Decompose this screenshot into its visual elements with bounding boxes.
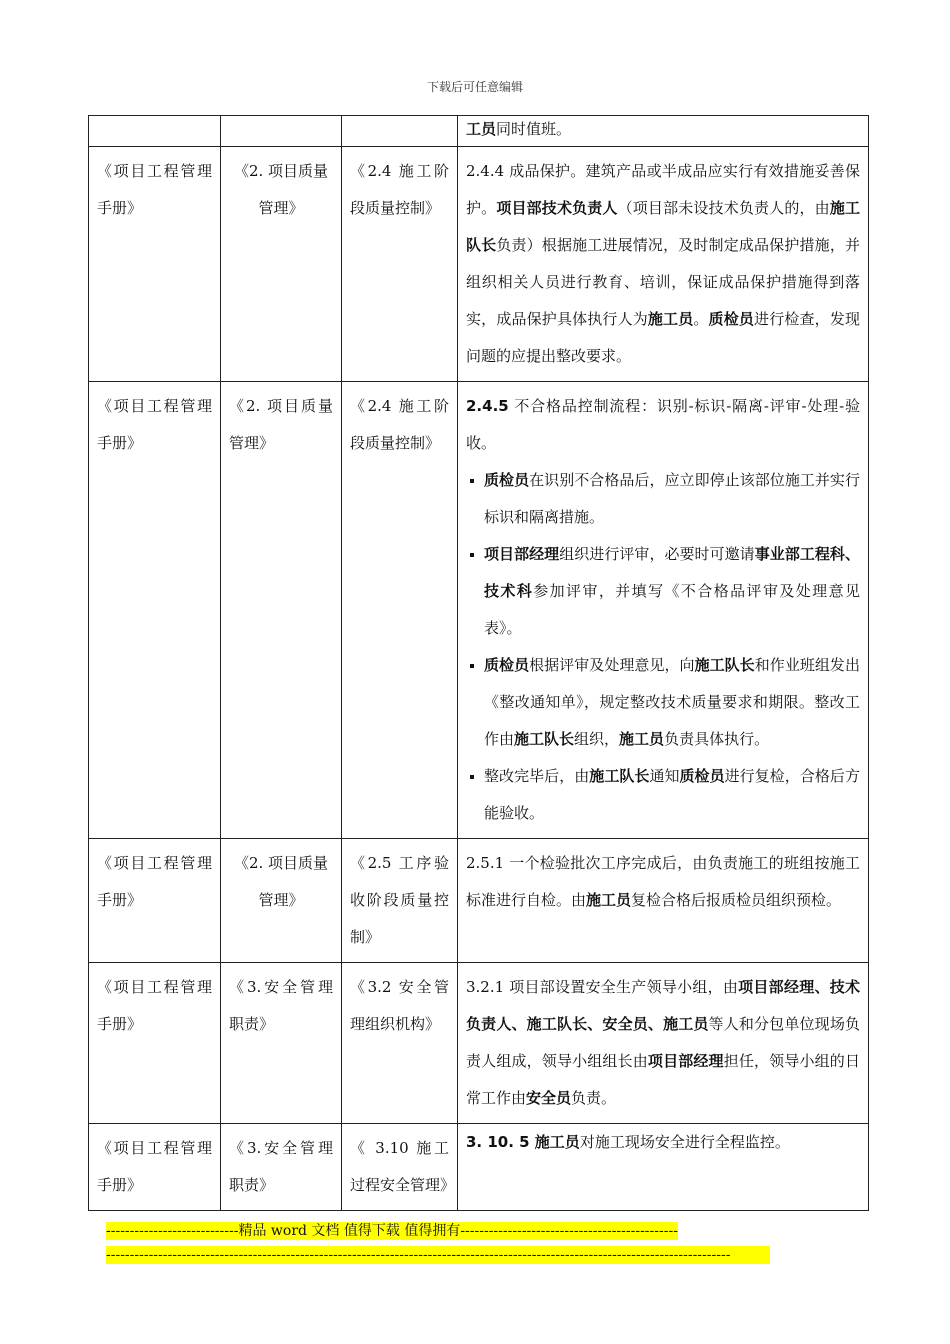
cell-manual: 《项目工程管理手册》: [89, 839, 221, 963]
table-row: [89, 963, 869, 1124]
content-text: 负责。: [571, 1089, 617, 1107]
cell-section: 《2.5 工序验收阶段质量控制》: [342, 839, 458, 963]
responsibility-table: [88, 115, 869, 1211]
content-text: 2.4.4 成品保护。建筑产品或半成品应实行有效措施妥善保护。: [466, 162, 860, 217]
cell-section: 《2.4 施工阶段质量控制》: [342, 147, 458, 382]
content-text: 等人和分包单位现场负责人组成，领导小组组长由: [466, 1015, 860, 1070]
bold-term: 施工队长: [694, 656, 755, 674]
table-row: [89, 382, 869, 839]
footer-line-2: ------------------------------------------------------------------------------------------------------------------------------------: [106, 1246, 770, 1264]
cell-manual: 《项目工程管理手册》: [89, 963, 221, 1124]
bold-term: 施工员: [586, 891, 632, 909]
content-text: 负责具体执行。: [664, 730, 770, 748]
bold-term: 工员: [466, 120, 497, 138]
bold-term: 质检员: [679, 767, 725, 785]
table-row: [89, 116, 869, 147]
list-item: [484, 647, 860, 758]
content-text: 不合格品控制流程：识别-标识-隔离-评审-处理-验收。: [466, 397, 860, 452]
cell-chapter: [221, 116, 342, 147]
cell-manual: [89, 116, 221, 147]
content-text: 复检合格后报质检员组织预检。: [631, 891, 842, 909]
cell-manual: 《项目工程管理手册》: [89, 1124, 221, 1211]
list-item: [484, 758, 860, 832]
content-text: 进行复检，合格后方能验收。: [484, 767, 860, 822]
content-text: 负责）根据施工进展情况，及时制定成品保护措施，并组织相关人员进行教育、培训，保证成品保护措施得到落实，成品保护具体执行人为: [466, 236, 860, 328]
cell-section: [342, 116, 458, 147]
content-text: 和作业班组发出《整改通知单》，规定整改技术质量要求和期限。整改工作由: [484, 656, 860, 748]
bullet-list: [466, 462, 860, 832]
cell-chapter: 《2. 项目质量管理》: [221, 382, 342, 839]
cell-content: [458, 382, 869, 839]
list-item: [484, 536, 860, 647]
content-text: 在识别不合格品后，应立即停止该部位施工并实行标识和隔离措施。: [484, 471, 860, 526]
cell-section: 《2.4 施工阶段质量控制》: [342, 382, 458, 839]
bold-term: 质检员: [708, 310, 755, 328]
content-text: 进行检查，发现问题的应提出整改要求。: [466, 310, 860, 365]
content-text: 组织，: [574, 730, 620, 748]
bold-term: 项目部经理: [484, 545, 560, 563]
content-text: （项目部未设技术负责人的，由: [617, 199, 830, 217]
bold-term: 2.4.5: [466, 397, 509, 415]
cell-section: 《 3.10 施工过程安全管理》: [342, 1124, 458, 1211]
content-text: 同时值班。: [496, 120, 572, 138]
content-text: 。: [693, 310, 709, 328]
table-row: [89, 839, 869, 963]
content-text: 根据评审及处理意见，向: [529, 656, 695, 674]
bold-term: 3. 10. 5 施工员: [466, 1133, 580, 1151]
footer-line-1: ----------------------------精品 word 文档 值得下载 值得拥有----------------------------------------------: [106, 1223, 678, 1239]
table-row: [89, 147, 869, 382]
content-text: 对施工现场安全进行全程监控。: [579, 1133, 790, 1151]
bold-term: 施工员: [647, 310, 694, 328]
cell-manual: 《项目工程管理手册》: [89, 382, 221, 839]
content-text: 整改完毕后，由: [484, 767, 590, 785]
table-row: [89, 1124, 869, 1211]
cell-content: [458, 116, 869, 147]
list-item: [484, 462, 860, 536]
bold-term: 质检员: [484, 656, 530, 674]
cell-chapter: 《3.安全管理职责》: [221, 1124, 342, 1211]
content-paragraph: [466, 388, 860, 462]
bold-term: 施工队长: [466, 199, 860, 254]
cell-content: [458, 839, 869, 963]
bold-term: 安全员: [526, 1089, 572, 1107]
bold-term: 项目部经理: [647, 1052, 724, 1070]
cell-content: [458, 1124, 869, 1211]
cell-chapter: 《3.安全管理职责》: [221, 963, 342, 1124]
bold-term: 项目部技术负责人: [496, 199, 618, 217]
bold-term: 项目部经理、技术负责人、施工队长、安全员、施工员: [466, 978, 860, 1033]
cell-content: [458, 147, 869, 382]
bold-term: 施工队长: [514, 730, 575, 748]
content-text: 组织进行评审，必要时可邀请: [559, 545, 755, 563]
bold-term: 事业部工程科、技术科: [484, 545, 860, 600]
cell-content: [458, 963, 869, 1124]
cell-manual: 《项目工程管理手册》: [89, 147, 221, 382]
bold-term: 质检员: [484, 471, 530, 489]
content-text: 2.5.1 一个检验批次工序完成后，由负责施工的班组按施工标准进行自检。由: [466, 854, 860, 909]
cell-chapter: 《2. 项目质量管理》: [221, 839, 342, 963]
bold-term: 施工员: [619, 730, 665, 748]
bold-term: 施工队长: [589, 767, 650, 785]
content-text: 参加评审，并填写《不合格品评审及处理意见表》。: [484, 582, 860, 637]
content-text: 担任，领导小组的日常工作由: [466, 1052, 860, 1107]
page-header: 下载后可任意编辑: [426, 80, 523, 94]
content-text: 通知: [649, 767, 680, 785]
content-text: 3.2.1 项目部设置安全生产领导小组，由: [466, 978, 739, 996]
cell-section: 《3.2 安全管理组织机构》: [342, 963, 458, 1124]
cell-chapter: 《2. 项目质量管理》: [221, 147, 342, 382]
